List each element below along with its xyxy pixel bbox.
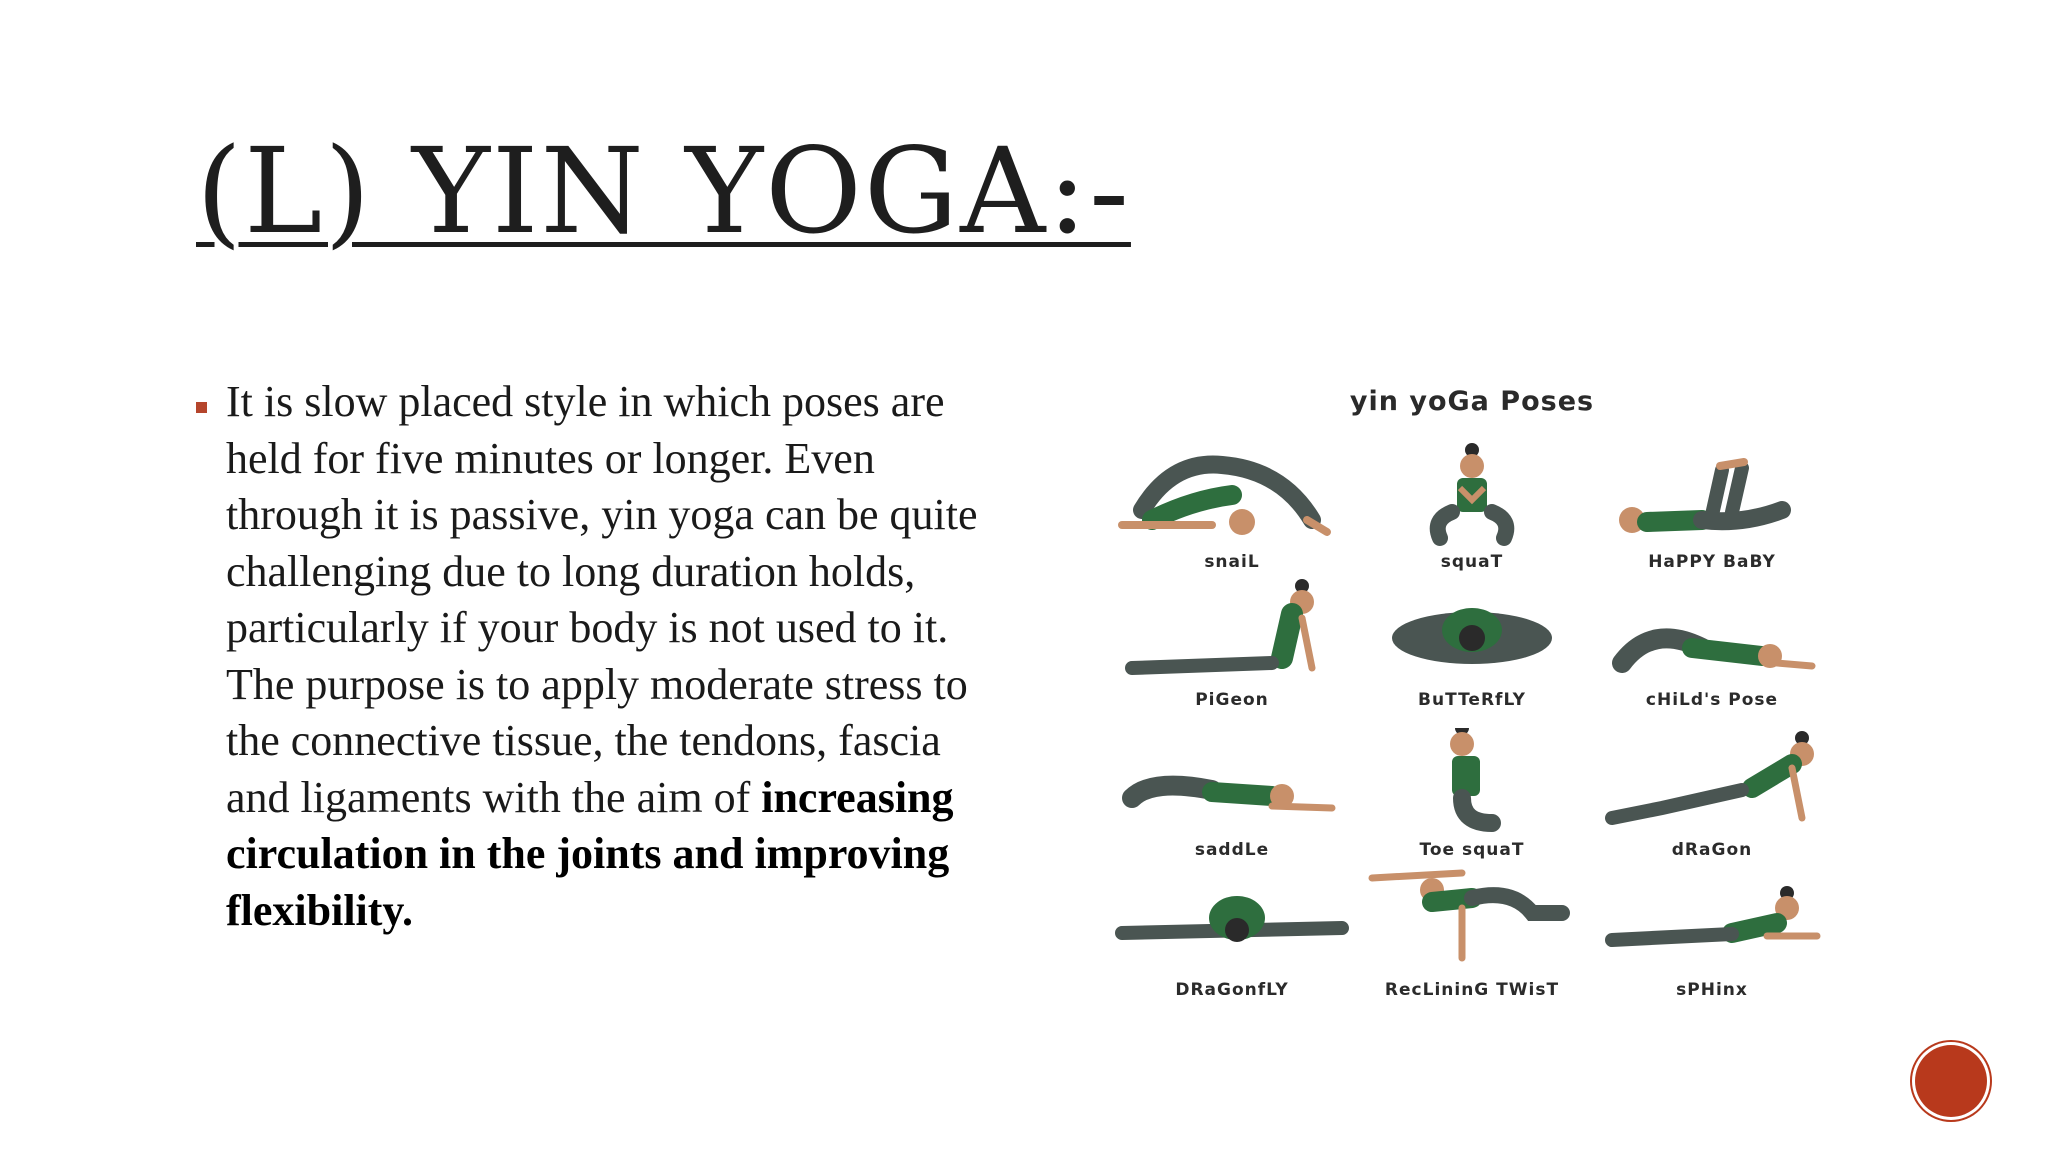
pose-label: HaPPY BaBY [1648, 552, 1776, 572]
pose-label: saddLe [1194, 840, 1270, 860]
slide-title: (L) YIN YOGA:- [196, 122, 1131, 260]
pose-label: BuTTeRfLY [1418, 690, 1526, 710]
saddle-pose-icon [1112, 728, 1352, 838]
pose-label: sPHinx [1676, 980, 1748, 1000]
pose-squat [1352, 440, 1592, 580]
pose-butterfly [1352, 578, 1592, 718]
pose-pigeon [1112, 578, 1352, 718]
pose-label: snaiL [1204, 552, 1260, 572]
yoga-poses-illustration [1112, 380, 1832, 1020]
butterfly-pose-icon [1352, 578, 1592, 688]
dragonfly-pose-icon [1112, 868, 1352, 978]
pose-happy-baby [1592, 440, 1832, 580]
reclining-twist-pose-icon [1352, 868, 1592, 978]
pose-label: Toe squaT [1419, 840, 1525, 860]
pose-label: cHiLd's Pose [1645, 690, 1779, 710]
pose-label: DRaGonfLY [1175, 980, 1289, 1000]
bullet-bold-text: increasing circulation in the joints and improving flexibility. [226, 772, 954, 935]
pose-saddle [1112, 728, 1352, 868]
pose-dragon [1592, 728, 1832, 868]
pose-label: dRaGon [1671, 840, 1753, 860]
dragon-pose-icon [1592, 728, 1832, 838]
squat-pose-icon [1352, 440, 1592, 550]
happy-baby-pose-icon [1592, 440, 1832, 550]
next-slide-button[interactable] [1915, 1045, 1987, 1117]
snail-pose-icon [1112, 440, 1352, 550]
pose-childs-pose [1592, 578, 1832, 718]
bullet-paragraph [226, 374, 996, 939]
pigeon-pose-icon [1112, 578, 1352, 688]
pose-dragonfly [1112, 868, 1352, 1008]
bullet-list [196, 374, 996, 939]
pose-reclining-twist [1352, 868, 1592, 1008]
pose-snail [1112, 440, 1352, 580]
figure-title: yin yoGa Poses [1349, 386, 1595, 417]
bullet-text: It is slow placed style in which poses are held for five minutes or longer. Even through it is passive, yin yoga can be quite challenging due to long duration holds, particularly if your body is not used to it. The purpose is to apply moderate stress to the connective tissue, the tendons, fascia and ligaments with the aim of [226, 377, 978, 822]
toe-squat-pose-icon [1352, 728, 1592, 838]
childs-pose-icon [1592, 578, 1832, 688]
pose-label: PiGeon [1195, 690, 1269, 710]
pose-label: RecLininG TWisT [1384, 980, 1560, 1000]
pose-label: squaT [1440, 552, 1504, 572]
bullet-square-icon [196, 402, 207, 413]
sphinx-pose-icon [1592, 868, 1832, 978]
pose-sphinx [1592, 868, 1832, 1008]
pose-toe-squat [1352, 728, 1592, 868]
